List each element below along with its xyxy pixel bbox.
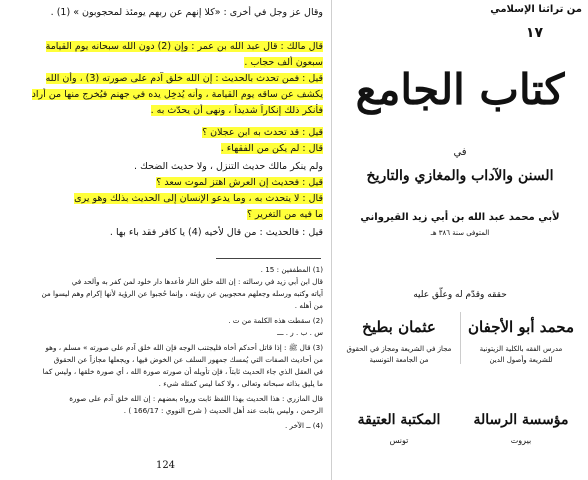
footnote-line: قال ابن أبي زيد في رسالته : إن الله خلق النار فأعدها دار خلود لمن كفر به وألحد في [71, 277, 323, 286]
editor-1-name: عثمان بطيخ [362, 318, 436, 336]
body-line [8, 142, 323, 156]
author-death-date: المتوفى سنة ٣٨٦ هـ [430, 229, 490, 237]
footnote-line: قال المازري : هذا الحديث بهذا اللفظ ثابت ورواه بعضهم : إن الله خلق آدم على صورة [69, 394, 323, 403]
body-line [8, 104, 323, 118]
highlighted-text: سبعون ألف حجاب . [244, 57, 323, 68]
body-line [8, 88, 323, 102]
body-line [8, 40, 323, 54]
title-page [332, 0, 588, 480]
book-title: كتاب الجامع [355, 65, 565, 114]
highlighted-text: قيل : قد تحدث به ابن عجلان ؟ [202, 127, 323, 138]
body-text-span: وقال عز وجل في أخرى : «كلا إنهم عن ربهم يومئذ لمحجوبون » (1) . [50, 7, 323, 18]
footnote-separator [216, 258, 321, 259]
body-line [8, 6, 323, 20]
author-name: لأبي محمد عبد الله بن أبي زيد القيرواني [360, 212, 560, 223]
footnote-line: من أهله . [294, 301, 323, 310]
editor-divider [460, 312, 461, 364]
body-line [8, 126, 323, 140]
footnote-line: في العقل الذي جاء الحديث ثابتاً ، فإن تأويله أن صورته صورة الله ، أي صورة خلقها ، وليس كما [42, 367, 323, 376]
highlighted-text: قال : لم يكن من الفقهاء . [220, 143, 323, 154]
footnote-line: من أحاديث الصفات التي يُمسك جمهور السلف عن الخوض فيها ، ويجعلها مجازاً عن الحقوق [53, 355, 323, 364]
editor-2-name: محمد أبو الأجفان [468, 318, 574, 336]
publisher-1-city: بيروت [510, 436, 532, 445]
publisher-2-name: المكتبة العتيقة [357, 412, 441, 428]
footnote-line: س . ب . ر . ـــ [277, 328, 323, 337]
footnote-line: (4) ــ الآخر . [284, 421, 323, 430]
highlighted-text: قيل : فمن تحدث بالحديث : إن الله خلق آدم على صورته (3) ، وأن الله [45, 73, 323, 84]
body-text-span: ولم ينكر مالك حديث التنزل ، ولا حديث الضحك . [134, 161, 323, 172]
footnote-line: (1) المطففين : 15 . [260, 265, 323, 274]
title-connector: في [453, 147, 467, 158]
volume-number: ١٧ [525, 25, 543, 41]
body-line [8, 176, 323, 190]
body-line [8, 56, 323, 70]
series-title: من تراثنا الإسلامي [490, 4, 582, 15]
edited-by-label: حققه وقدّم له وعلّق عليه [413, 290, 507, 300]
editor-1-desc-1: مجاز في الشريعة ومجاز في الحقوق [346, 345, 452, 353]
body-line [8, 226, 323, 240]
body-line [8, 192, 323, 206]
highlighted-text: ما فيه من التغرير ؟ [246, 209, 323, 220]
body-text-span: قيل : فالحديث : من قال لأخيه (4) يا كافر فقد باء بها . [109, 227, 323, 238]
highlighted-text: قال مالك : قال عبد الله بن عمر : وإن (2) دون الله سبحانه يوم القيامة [45, 41, 323, 52]
highlighted-text: قيل : فحديث إن العرش اهتز لموت سعد ؟ [156, 177, 323, 188]
highlighted-text: يكشف عن ساقه يوم القيامة ، وأنه يُدخِل يده في جهنم فيُخرج منها من أراد [31, 89, 323, 100]
footnote-line: (2) سقطت هذه الكلمة من ت . [228, 316, 323, 325]
book-subtitle: السنن والآداب والمغازي والتاريخ [366, 168, 554, 184]
body-line [8, 160, 323, 174]
footnote-line: ما يليق بذاته سبحانه وتعالى ، ولا كما ليس كمثله شيء . [158, 379, 323, 388]
editor-2-desc-2: للشريعة وأصول الدين [489, 356, 553, 364]
editor-2-desc-1: مدرس الفقه بالكلية الزيتونية [479, 345, 563, 353]
highlighted-text: فأنكر ذلك إنكاراً شديداً ، ونهى أن يحدّث به . [150, 105, 323, 116]
publisher-2-city: تونس [389, 436, 409, 445]
editor-1-desc-2: من الجامعة التونسية [369, 356, 429, 364]
footnote-line: الرحمن ، وليس بثابت عند أهل الحديث ( شرح النووي : 166/17 ) . [123, 406, 323, 415]
page-number: 124 [155, 460, 176, 471]
body-line [8, 72, 323, 86]
publisher-1-name: مؤسسة الرسالة [473, 412, 569, 428]
footnote-line: آياته وكتبه ورسله وجعلهم محجوبين عن رؤيته ، وإنما حُجبوا عن الرؤية لأنها إكرام وهم ليسوا من [41, 289, 323, 298]
footnote-line: (3) قال ﷺ : إذا قاتل أحدكم أخاه فليجتنب الوجه فإن الله خلق آدم على صورته » مسلم ، وهو [45, 343, 323, 352]
highlighted-text: قال : لا يتحدث به ، وما يدعو الإنسان إلى الحديث بذلك وهو يرى [74, 193, 323, 204]
body-line [8, 208, 323, 222]
